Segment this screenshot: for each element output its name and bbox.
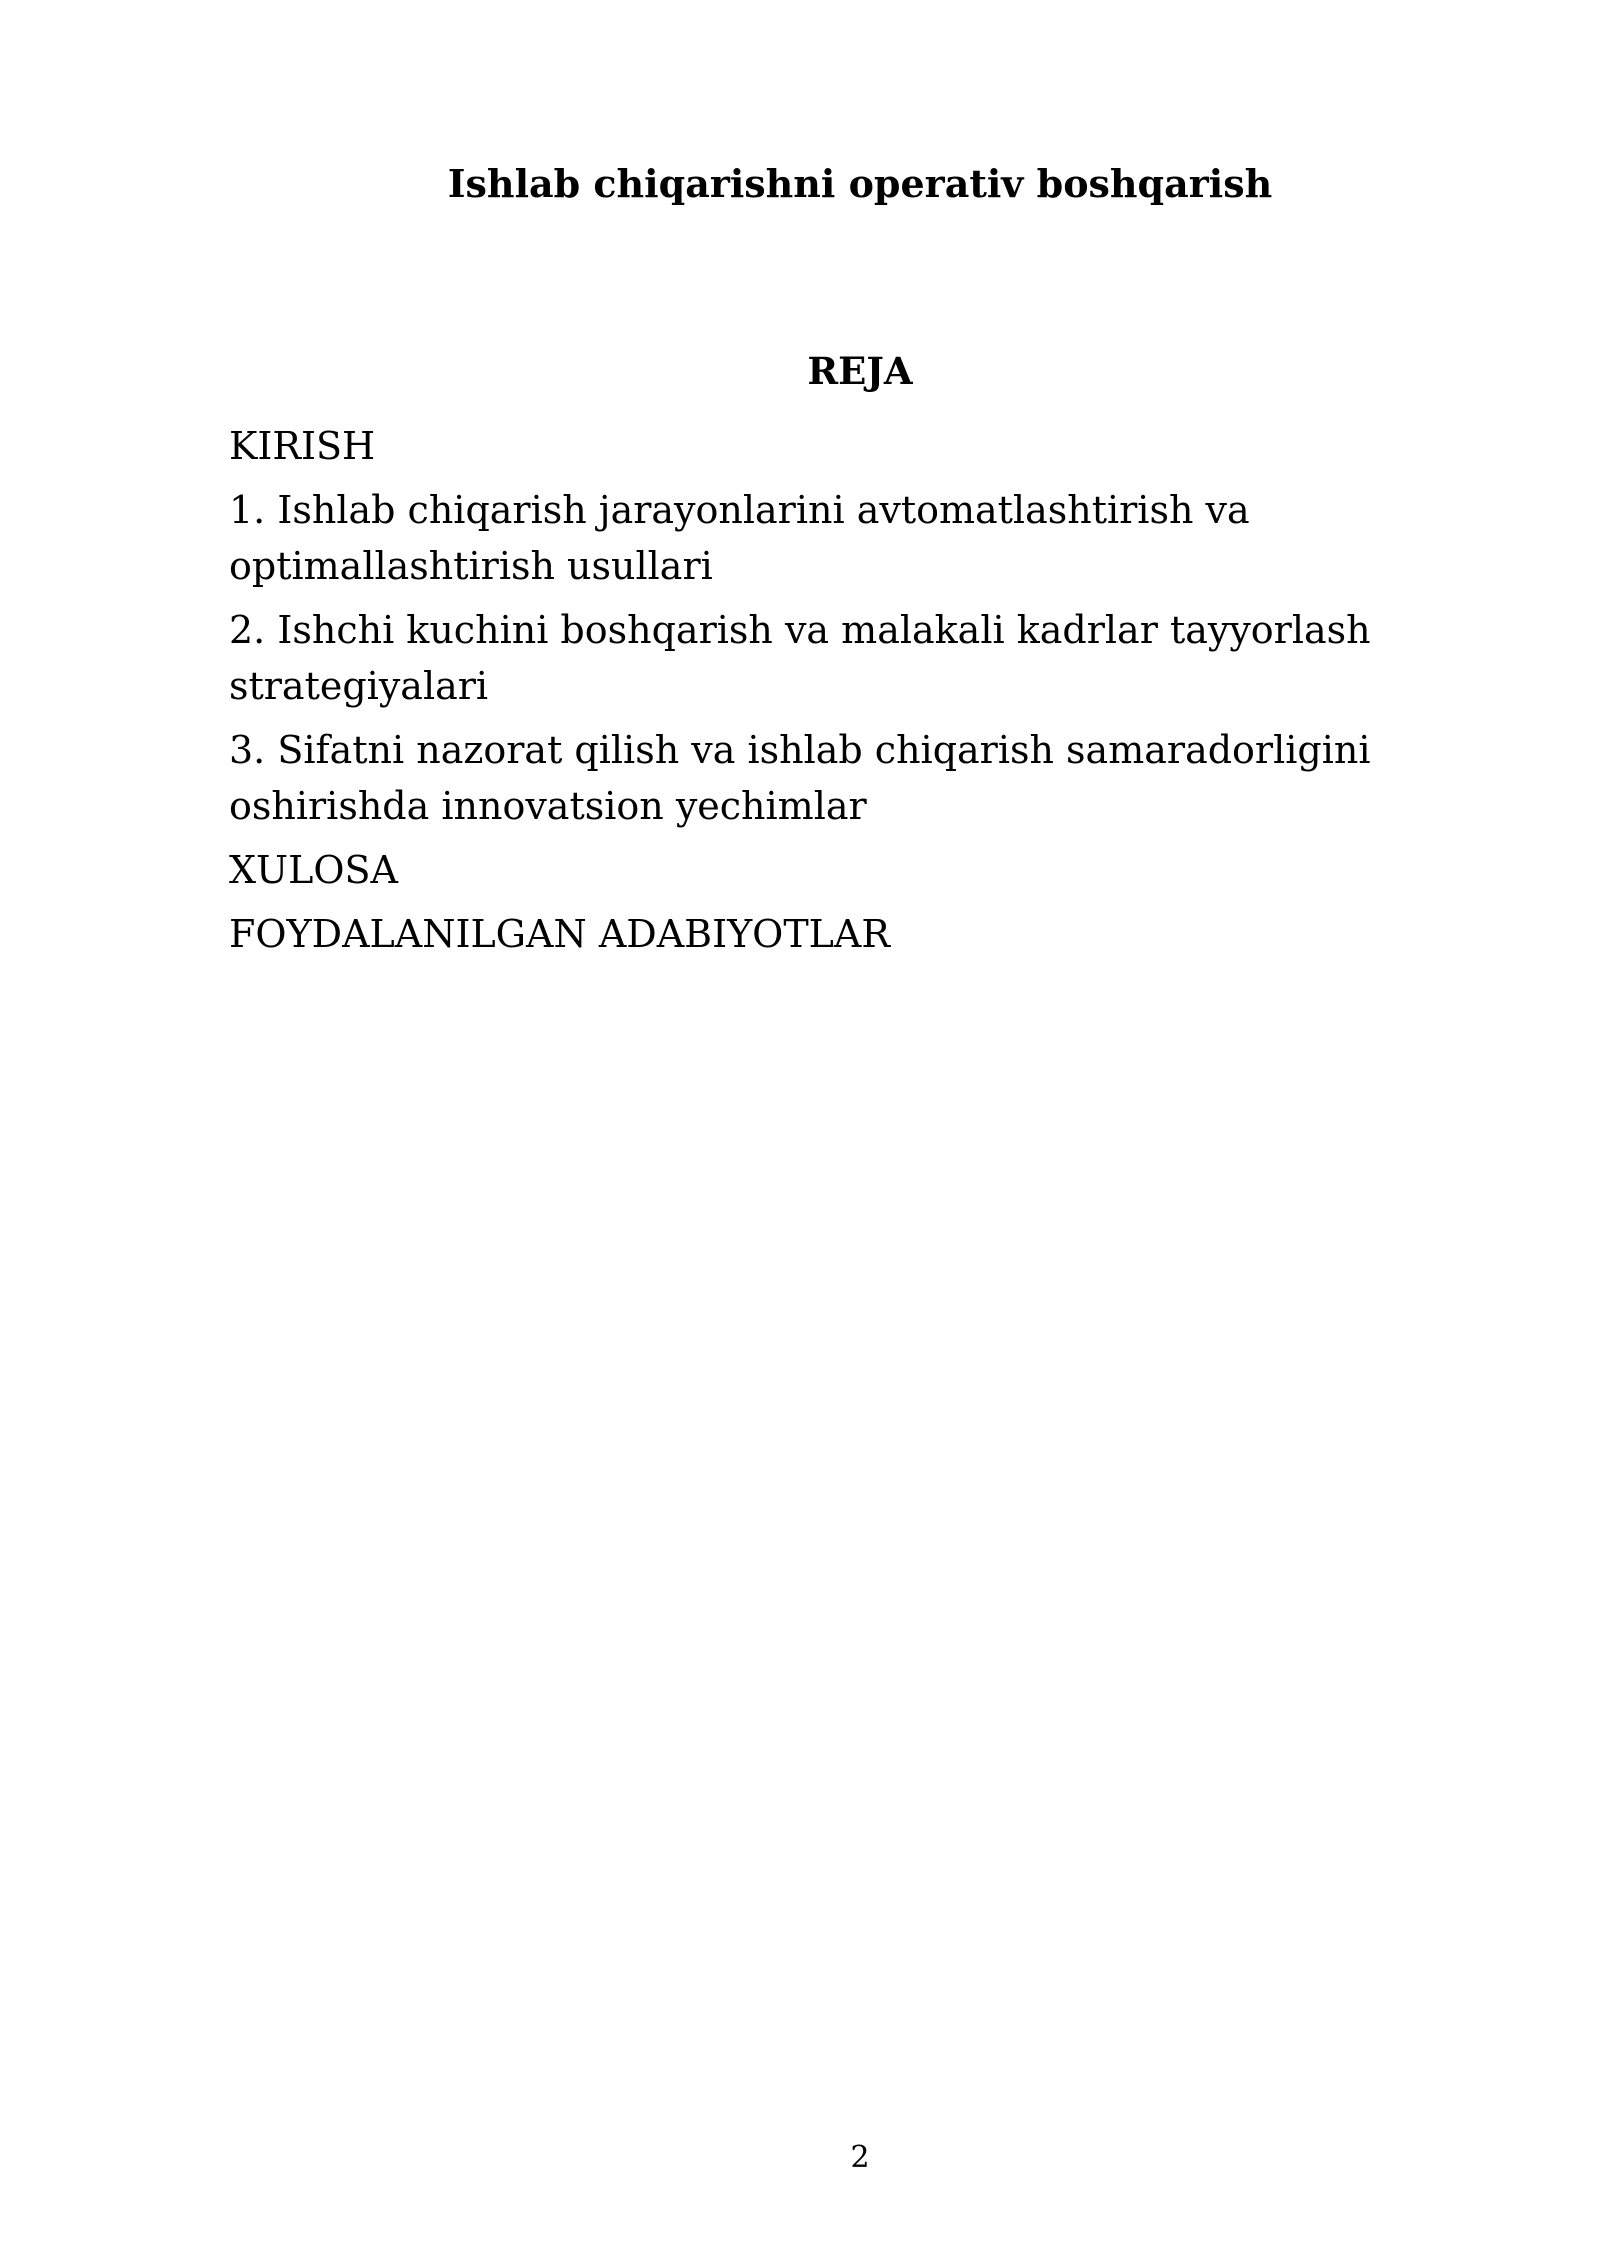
plan-item-references: FOYDALANILGAN ADABIYOTLAR xyxy=(229,912,890,956)
plan-item-conclusion: XULOSA xyxy=(229,848,398,892)
plan-item-3: 3. Sifatni nazorat qilish va ishlab chiqarish samaradorligini oshirishda innovatsion yechimlar xyxy=(229,728,1371,828)
page-number: 2 xyxy=(850,2140,870,2175)
plan-heading: REJA xyxy=(807,349,913,393)
plan-item-introduction: KIRISH xyxy=(229,424,376,468)
plan-list xyxy=(229,418,1389,970)
plan-item-1: 1. Ishlab chiqarish jarayonlarini avtomatlashtirish va optimallashtirish usullari xyxy=(229,488,1250,588)
document-title: Ishlab chiqarishni operativ boshqarish xyxy=(447,161,1273,206)
plan-item-2: 2. Ishchi kuchini boshqarish va malakali kadrlar tayyorlash strategiyalari xyxy=(229,608,1371,708)
